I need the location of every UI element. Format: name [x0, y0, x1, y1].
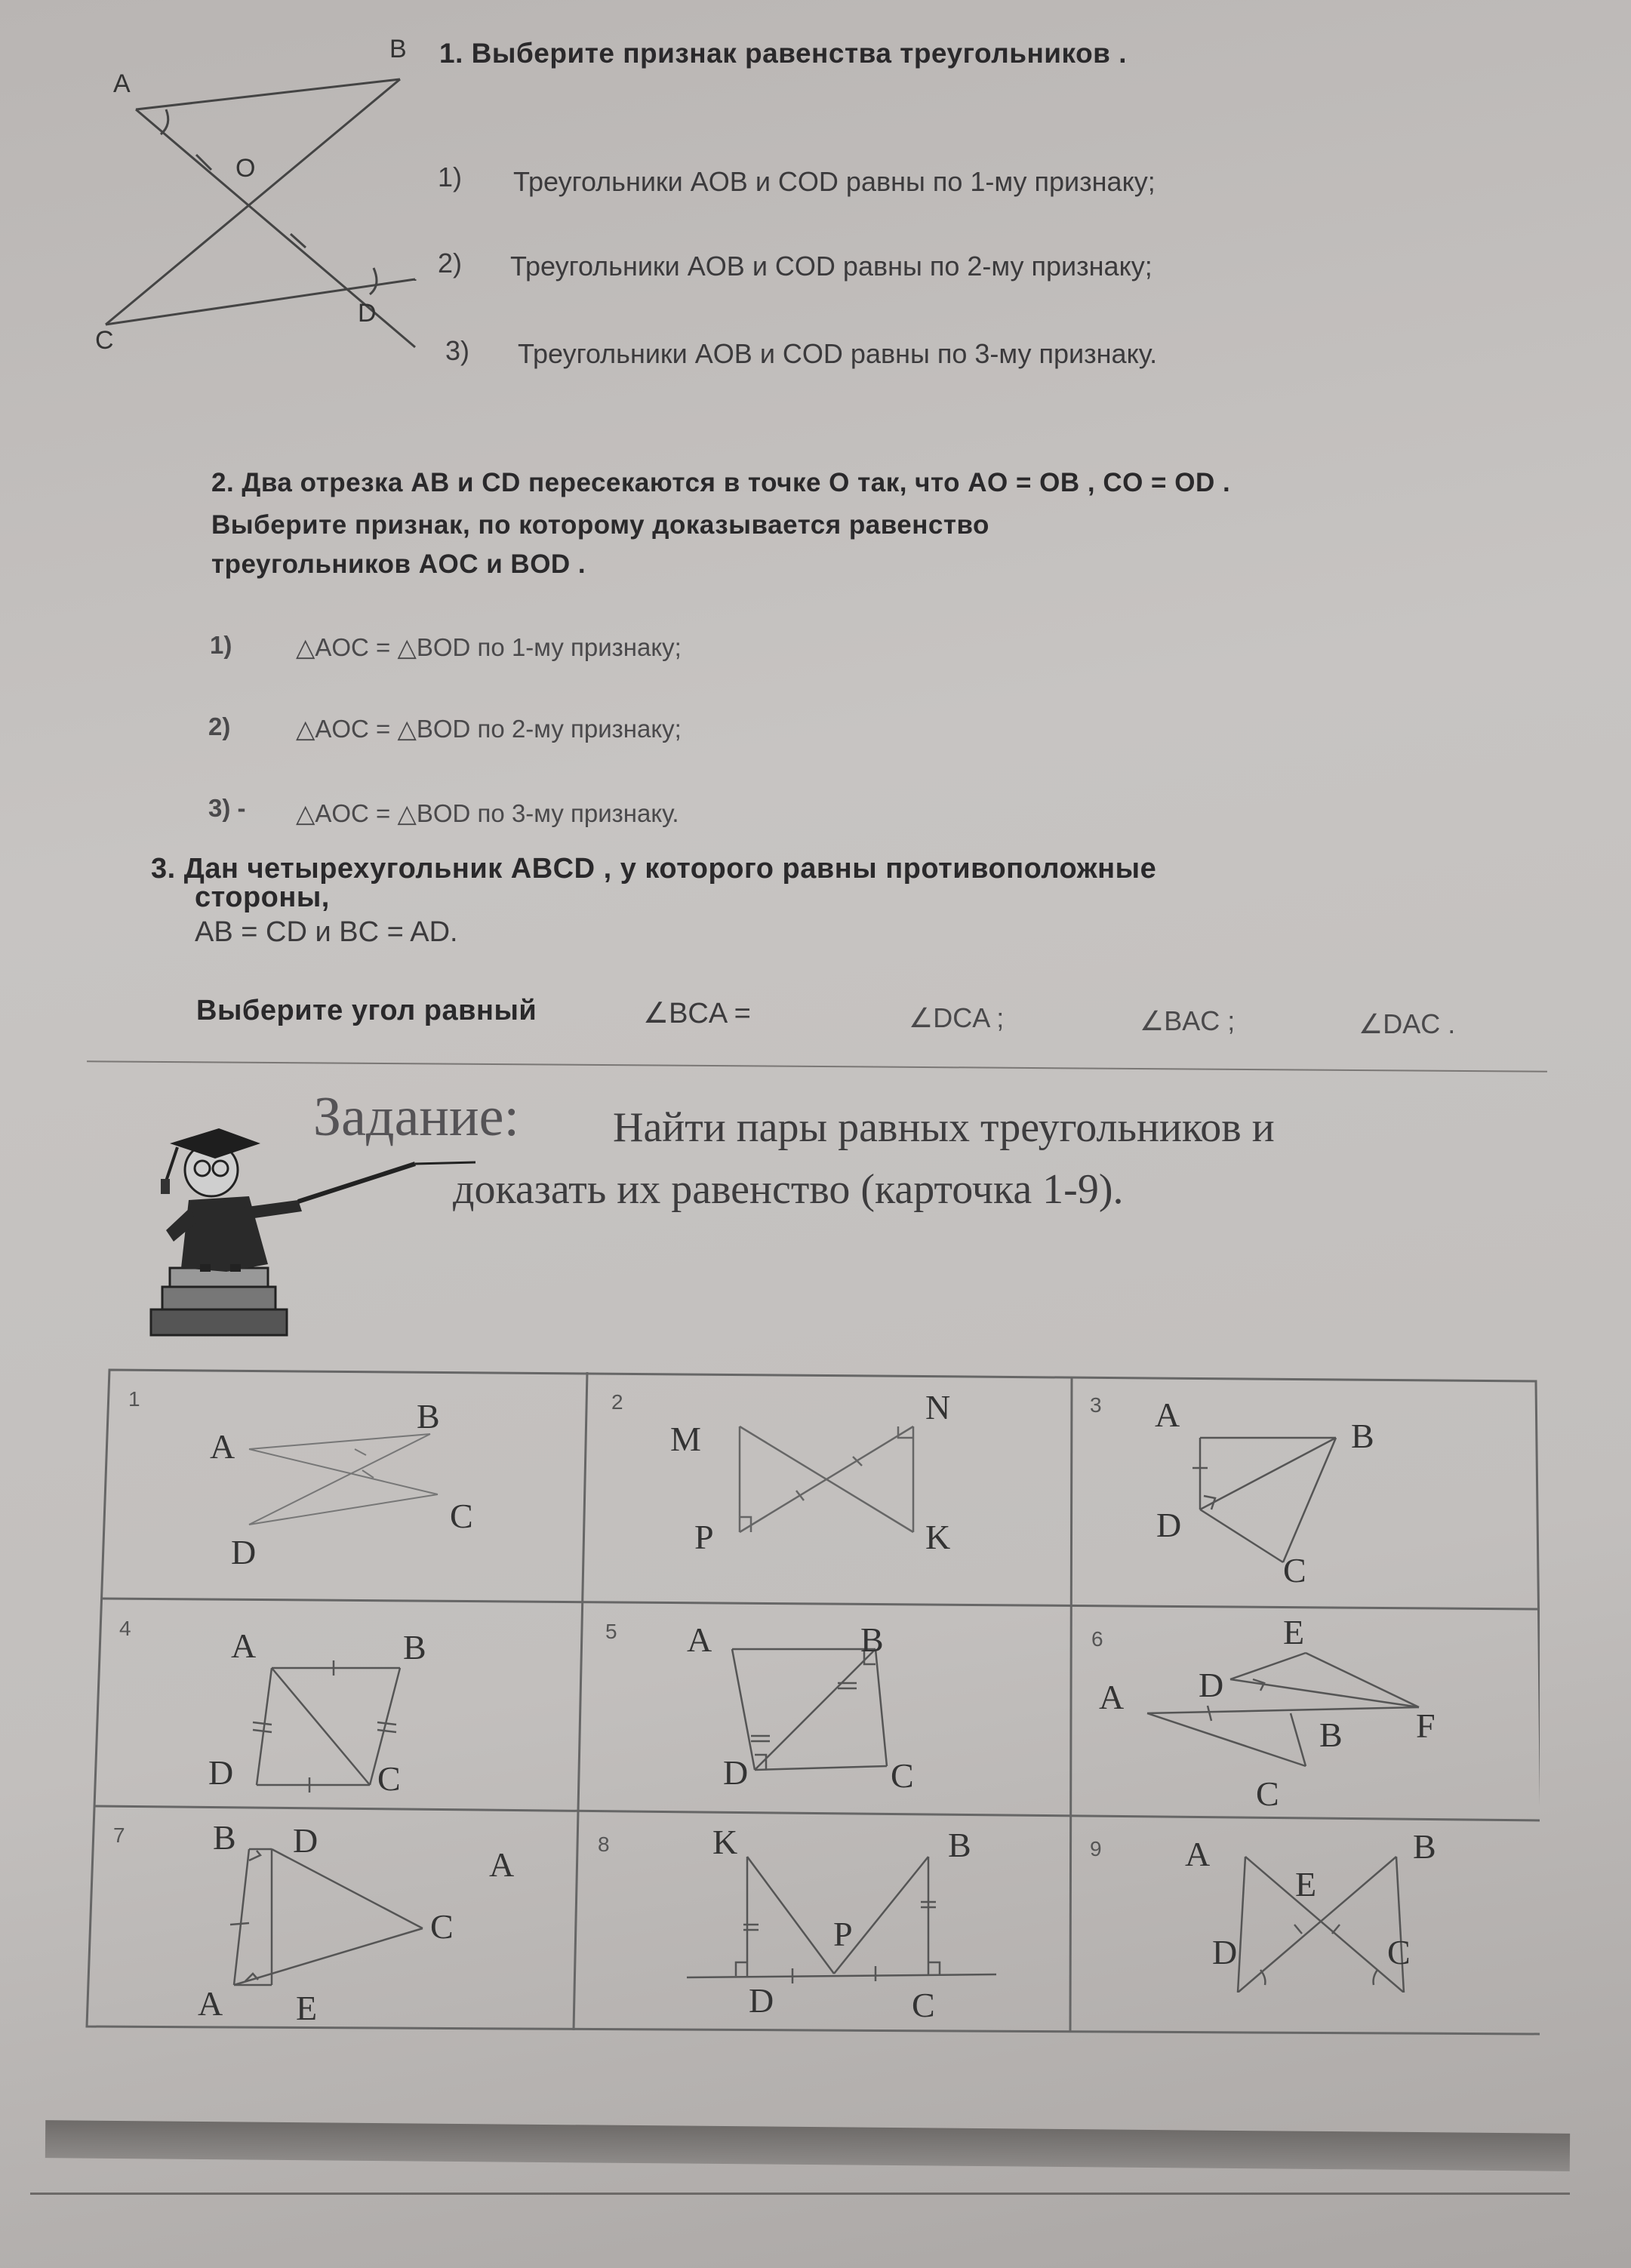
card-7-label-d: D: [293, 1821, 319, 1860]
card-2-label-n: N: [925, 1388, 951, 1426]
card-9-label-e: E: [1295, 1865, 1317, 1903]
task-section: [87, 1060, 1547, 1072]
card-7-label-a-top: A: [489, 1845, 515, 1884]
card-5-label-b: B: [860, 1620, 884, 1659]
card-4-figure: [249, 1653, 445, 1796]
card-6-label-f: F: [1416, 1706, 1436, 1745]
q2-option-3-num: 3) -: [208, 794, 246, 822]
card-3-label-c: C: [1283, 1551, 1306, 1589]
card-1-number: 1: [128, 1387, 140, 1411]
q2-option-2-text: △AOC = △BOD по 2-му признаку;: [296, 715, 682, 743]
card-8-label-k: K: [712, 1823, 738, 1861]
q3-angle: ∠BCA =: [643, 998, 751, 1029]
bottom-line: [30, 2193, 1570, 2195]
q2-line-3: треугольников AOC и BOD .: [211, 549, 586, 579]
q2-line-1: 2. Два отрезка AB и CD пересекаются в точке O так, что AO = OB , CO = OD .: [211, 468, 1231, 497]
card-2-number: 2: [611, 1390, 623, 1414]
q1-option-3-text: Треугольники AOB и COD равны по 3-му признаку.: [518, 338, 1158, 369]
card-4-label-d: D: [208, 1753, 234, 1792]
q1-option-3-num: 3): [445, 335, 470, 366]
q1-label-b: B: [389, 35, 407, 63]
q1-option-1-text: Треугольники AOB и COD равны по 1-му признаку;: [513, 166, 1156, 197]
card-9-label-c: C: [1387, 1933, 1411, 1971]
q1-option-2-text: Треугольники AOB и COD равны по 2-му признаку;: [510, 251, 1152, 282]
q1-figure: [83, 45, 506, 400]
card-5-label-d: D: [723, 1753, 749, 1792]
q3-prompt: Выберите угол равный: [196, 995, 537, 1026]
q2-option-2-num: 2): [208, 712, 231, 740]
card-5-number: 5: [605, 1620, 617, 1643]
card-6-number: 6: [1091, 1627, 1103, 1651]
card-2-label-p: P: [694, 1518, 714, 1556]
card-4-label-c: C: [377, 1759, 401, 1798]
card-8-label-d: D: [749, 1981, 774, 2020]
q1-label-c: C: [95, 326, 114, 355]
card-6-label-c: C: [1256, 1774, 1279, 1813]
card-6-label-e: E: [1283, 1613, 1305, 1651]
q1-title: 1. Выберите признак равенства треугольников .: [439, 38, 1127, 69]
q2-option-3-text: △AOC = △BOD по 3-му признаку.: [296, 799, 679, 827]
card-3-number: 3: [1090, 1393, 1102, 1417]
card-6-label-d: D: [1199, 1666, 1224, 1704]
q3-choice-2: ∠BAC ;: [1140, 1005, 1236, 1036]
card-1-label-a: A: [210, 1427, 235, 1466]
card-5-label-c: C: [891, 1756, 914, 1795]
q1-option-1-num: 1): [438, 162, 463, 192]
card-9-label-a: A: [1185, 1835, 1211, 1873]
task-heading-big: Задание:: [313, 1086, 520, 1148]
q3-line-1: 3. Дан четырехугольник ABCD , у которого равны противоположные: [151, 853, 1157, 885]
q3-line-3: AB = CD и BC = AD.: [195, 916, 458, 948]
q2-line-2: Выберите признак, по которому доказывается равенство: [211, 510, 989, 540]
card-7-label-b: B: [213, 1818, 236, 1857]
card-2-label-m: M: [670, 1420, 701, 1458]
card-3-label-b: B: [1351, 1417, 1374, 1455]
card-8-label-b: B: [948, 1826, 971, 1864]
q2-option-1-text: △AOC = △BOD по 1-му признаку;: [296, 633, 682, 661]
card-1-label-b: B: [417, 1397, 440, 1436]
task-heading-rest: Найти пары равных треугольников и: [613, 1104, 1275, 1151]
card-7-number: 7: [113, 1823, 125, 1847]
bottom-band: [45, 2120, 1570, 2171]
card-7-label-c: C: [430, 1907, 454, 1946]
q3-choice-1: ∠DCA ;: [909, 1002, 1005, 1033]
card-8-number: 8: [598, 1833, 610, 1856]
q3-choice-3: ∠DAC .: [1359, 1008, 1456, 1039]
card-4-label-b: B: [403, 1628, 426, 1666]
professor-illustration: [136, 1117, 483, 1343]
card-3-label-a: A: [1155, 1396, 1180, 1434]
card-9-number: 9: [1090, 1837, 1102, 1860]
card-1-label-c: C: [450, 1497, 473, 1535]
card-9-label-b: B: [1413, 1827, 1436, 1866]
card-6-label-b: B: [1319, 1716, 1343, 1754]
card-1-label-d: D: [231, 1533, 257, 1571]
card-2-label-k: K: [925, 1518, 951, 1556]
card-8-label-c: C: [912, 1986, 935, 2024]
q2-option-1-num: 1): [210, 631, 232, 659]
card-3-label-d: D: [1156, 1506, 1182, 1544]
q1-option-2-num: 2): [438, 248, 463, 278]
q1-label-o: O: [235, 154, 256, 183]
card-4-number: 4: [119, 1617, 131, 1640]
q1-label-a: A: [113, 69, 131, 98]
card-5-label-a: A: [687, 1620, 712, 1659]
card-7-label-e: E: [296, 1989, 318, 2027]
card-4-label-a: A: [231, 1626, 257, 1665]
card-2-figure: [725, 1419, 951, 1562]
card-7-figure: [226, 1834, 453, 1993]
q3-line-2: стороны,: [195, 882, 330, 913]
task-heading-line-2: доказать их равенство (карточка 1-9).: [453, 1166, 1124, 1213]
q1-label-d: D: [358, 299, 377, 328]
card-6-label-a: A: [1099, 1678, 1125, 1716]
card-8-label-p: P: [833, 1915, 853, 1953]
card-7-label-a: A: [198, 1984, 223, 2023]
card-9-label-d: D: [1212, 1933, 1238, 1971]
